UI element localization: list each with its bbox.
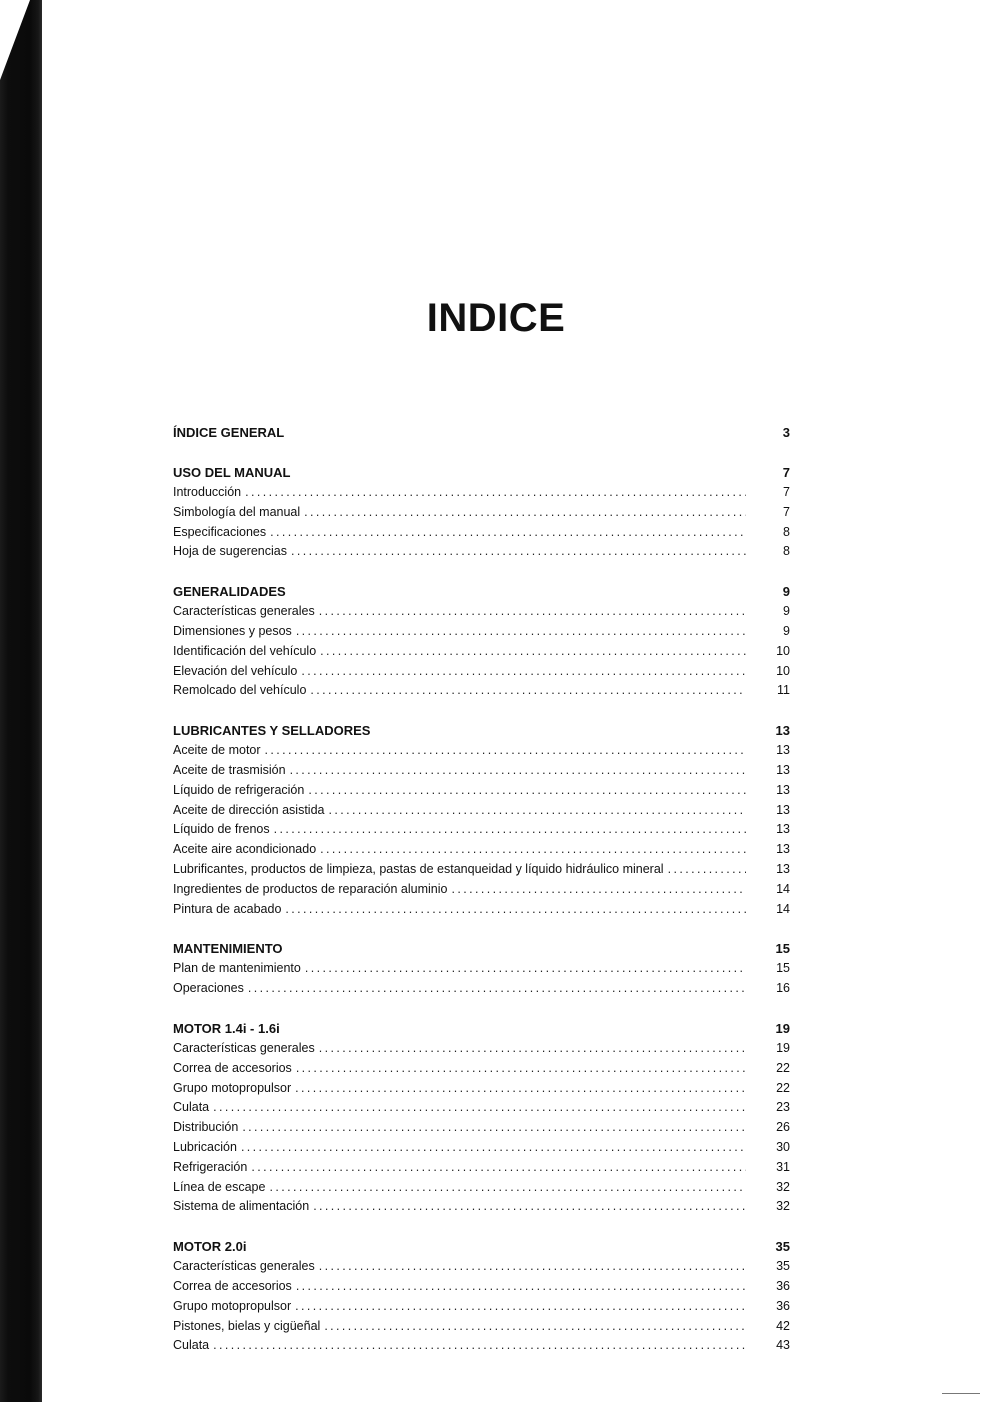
dot-leader	[241, 1138, 746, 1158]
section-heading: MANTENIMIENTO	[173, 941, 283, 957]
toc-section	[173, 1018, 790, 1217]
dot-leader	[324, 1317, 746, 1337]
entry-page-number: 8	[783, 544, 790, 559]
toc-entry[interactable]	[173, 1059, 790, 1079]
section-heading-row[interactable]	[173, 1236, 790, 1257]
toc-entry[interactable]	[173, 880, 790, 900]
entry-label: Pistones, bielas y cigüeñal	[173, 1318, 321, 1333]
toc-section	[173, 581, 790, 701]
entry-label: Operaciones	[173, 981, 244, 996]
toc-entry[interactable]	[173, 1039, 790, 1059]
entry-label: Distribución	[173, 1120, 239, 1135]
toc-entry[interactable]	[173, 1098, 790, 1118]
section-heading: GENERALIDADES	[173, 584, 286, 600]
entry-label: Lubrificantes, productos de limpieza, pastas de estanqueidad y líquido hidráulico mineral	[173, 861, 664, 876]
entry-page-number: 15	[776, 961, 790, 976]
entry-page-number: 13	[776, 782, 790, 797]
table-of-contents	[173, 422, 790, 1375]
dot-leader	[295, 1297, 746, 1317]
toc-entry[interactable]	[173, 761, 790, 781]
entry-label: Grupo motopropulsor	[173, 1080, 292, 1095]
section-page-number: 3	[782, 425, 790, 440]
entry-page-number: 13	[776, 762, 790, 777]
dot-leader	[301, 662, 746, 682]
entry-label: Línea de escape	[173, 1179, 266, 1194]
entry-page-number: 43	[776, 1338, 790, 1353]
section-heading-row[interactable]	[173, 462, 790, 483]
entry-label: Características generales	[173, 1259, 315, 1274]
section-heading: MOTOR 1.4i - 1.6i	[173, 1020, 280, 1036]
dot-leader	[291, 542, 746, 562]
entry-label: Líquido de frenos	[173, 822, 270, 837]
binding-notch	[0, 0, 30, 80]
entry-label: Elevación del vehículo	[173, 663, 298, 678]
dot-leader	[251, 1158, 746, 1178]
dot-leader	[328, 801, 746, 821]
dot-leader	[269, 1178, 746, 1198]
dot-leader	[270, 523, 746, 543]
section-page-number: 19	[775, 1020, 790, 1036]
dot-leader	[304, 503, 746, 523]
entry-page-number: 11	[777, 683, 790, 698]
dot-leader	[313, 1197, 746, 1217]
entry-label: Identificación del vehículo	[173, 643, 317, 658]
corner-mark	[942, 1393, 980, 1394]
entry-page-number: 13	[776, 743, 790, 758]
dot-leader	[319, 602, 746, 622]
entry-page-number: 36	[776, 1298, 790, 1313]
entry-label: Introducción	[173, 485, 242, 499]
entry-page-number: 13	[776, 802, 790, 817]
entry-page-number: 13	[776, 842, 790, 857]
toc-entry[interactable]	[173, 1158, 790, 1178]
entry-page-number: 13	[776, 822, 790, 837]
section-heading-row[interactable]	[173, 422, 790, 443]
toc-section	[173, 1236, 790, 1356]
entry-page-number: 9	[783, 623, 790, 638]
entry-page-number: 7	[783, 504, 790, 519]
toc-entry[interactable]	[173, 860, 790, 880]
entry-label: Correa de accesorios	[173, 1278, 292, 1293]
toc-entry[interactable]	[173, 503, 790, 523]
entry-label: Grupo motopropulsor	[173, 1298, 292, 1313]
entry-label: Refrigeración	[173, 1159, 248, 1174]
entry-label: Especificaciones	[173, 524, 267, 539]
dot-leader	[319, 1257, 746, 1277]
binding-shadow	[0, 0, 42, 1402]
dot-leader	[319, 1039, 746, 1059]
dot-leader	[213, 1336, 746, 1356]
entry-page-number: 35	[776, 1259, 790, 1274]
entry-page-number: 8	[783, 524, 790, 539]
entry-label: Ingredientes de productos de reparación aluminio	[173, 881, 448, 896]
dot-leader	[320, 840, 746, 860]
section-heading: ÍNDICE GENERAL	[173, 425, 285, 440]
toc-entry[interactable]	[173, 662, 790, 682]
dot-leader	[265, 741, 746, 761]
toc-entry[interactable]	[173, 840, 790, 860]
toc-section	[173, 422, 790, 443]
entry-page-number: 9	[783, 604, 790, 619]
entry-label: Culata	[173, 1100, 210, 1115]
dot-leader	[274, 820, 746, 840]
toc-entry[interactable]	[173, 1317, 790, 1337]
entry-label: Culata	[173, 1338, 210, 1353]
entry-page-number: 30	[776, 1139, 790, 1154]
toc-entry[interactable]	[173, 1138, 790, 1158]
entry-page-number: 22	[776, 1060, 790, 1075]
toc-entry[interactable]	[173, 1297, 790, 1317]
entry-page-number: 32	[776, 1179, 790, 1194]
toc-entry[interactable]	[173, 483, 790, 503]
dot-leader	[296, 1277, 746, 1297]
entry-label: Aceite de trasmisión	[173, 762, 286, 777]
toc-entry[interactable]	[173, 801, 790, 821]
toc-entry[interactable]	[173, 523, 790, 543]
dot-leader	[213, 1098, 746, 1118]
dot-leader	[320, 642, 746, 662]
toc-entry[interactable]	[173, 1079, 790, 1099]
entry-label: Pintura de acabado	[173, 901, 282, 916]
dot-leader	[305, 959, 746, 979]
toc-entry[interactable]	[173, 542, 790, 562]
toc-section	[173, 938, 790, 999]
toc-entry[interactable]	[173, 1336, 790, 1356]
entry-label: Aceite de motor	[173, 743, 261, 758]
section-page-number: 9	[782, 584, 790, 600]
section-heading: LUBRICANTES Y SELLADORES	[173, 723, 371, 739]
entry-label: Hoja de sugerencias	[173, 544, 287, 559]
entry-page-number: 10	[776, 643, 790, 658]
entry-label: Correa de accesorios	[173, 1060, 292, 1075]
dot-leader	[296, 622, 746, 642]
entry-page-number: 23	[776, 1100, 790, 1115]
entry-page-number: 14	[776, 881, 790, 896]
section-heading-row[interactable]	[173, 720, 790, 741]
toc-entry[interactable]	[173, 979, 790, 999]
dot-leader	[242, 1118, 746, 1138]
toc-entry[interactable]	[173, 781, 790, 801]
section-heading-row[interactable]	[173, 1018, 790, 1039]
dot-leader	[668, 860, 746, 880]
toc-entry[interactable]	[173, 1178, 790, 1198]
entry-label: Remolcado del vehículo	[173, 683, 307, 698]
toc-entry[interactable]	[173, 1257, 790, 1277]
entry-label: Aceite de dirección asistida	[173, 802, 325, 817]
dot-leader	[290, 761, 746, 781]
entry-page-number: 31	[776, 1159, 790, 1174]
toc-entry[interactable]	[173, 741, 790, 761]
toc-section	[173, 462, 790, 562]
section-heading: MOTOR 2.0i	[173, 1239, 247, 1255]
section-page-number: 35	[775, 1239, 790, 1255]
dot-leader	[308, 781, 746, 801]
entry-label: Lubricación	[173, 1139, 237, 1154]
entry-label: Sistema de alimentación	[173, 1199, 310, 1214]
dot-leader	[296, 1059, 746, 1079]
toc-entry[interactable]	[173, 900, 790, 920]
entry-page-number: 26	[776, 1120, 790, 1135]
dot-leader	[451, 880, 746, 900]
entry-page-number: 19	[776, 1040, 790, 1055]
dot-leader	[248, 979, 746, 999]
toc-entry[interactable]	[173, 1118, 790, 1138]
section-heading-row[interactable]	[173, 581, 790, 602]
dot-leader	[245, 483, 746, 503]
section-page-number: 13	[775, 723, 790, 739]
entry-page-number: 42	[776, 1318, 790, 1333]
toc-entry[interactable]	[173, 622, 790, 642]
entry-page-number: 7	[783, 485, 790, 499]
entry-label: Simbología del manual	[173, 504, 301, 519]
toc-entry[interactable]	[173, 820, 790, 840]
entry-page-number: 13	[776, 861, 790, 876]
toc-entry[interactable]	[173, 1277, 790, 1297]
toc-section	[173, 720, 790, 919]
entry-page-number: 14	[776, 901, 790, 916]
dot-leader	[285, 900, 746, 920]
entry-page-number: 22	[776, 1080, 790, 1095]
toc-entry[interactable]	[173, 642, 790, 662]
entry-page-number: 16	[776, 981, 790, 996]
entry-label: Características generales	[173, 604, 315, 619]
section-page-number: 15	[775, 941, 790, 957]
entry-label: Líquido de refrigeración	[173, 782, 305, 797]
section-heading: USO DEL MANUAL	[173, 465, 291, 480]
toc-entry[interactable]	[173, 681, 790, 701]
section-heading-row[interactable]	[173, 938, 790, 959]
toc-entry[interactable]	[173, 1197, 790, 1217]
entry-label: Características generales	[173, 1040, 315, 1055]
toc-entry[interactable]	[173, 602, 790, 622]
entry-page-number: 32	[776, 1199, 790, 1214]
entry-label: Aceite aire acondicionado	[173, 842, 317, 857]
page-title: INDICE	[426, 296, 566, 340]
toc-entry[interactable]	[173, 959, 790, 979]
section-page-number: 7	[782, 465, 790, 480]
entry-label: Dimensiones y pesos	[173, 623, 292, 638]
entry-page-number: 36	[776, 1278, 790, 1293]
entry-label: Plan de mantenimiento	[173, 961, 301, 976]
dot-leader	[295, 1079, 746, 1099]
dot-leader	[310, 681, 746, 701]
entry-page-number: 10	[776, 663, 790, 678]
